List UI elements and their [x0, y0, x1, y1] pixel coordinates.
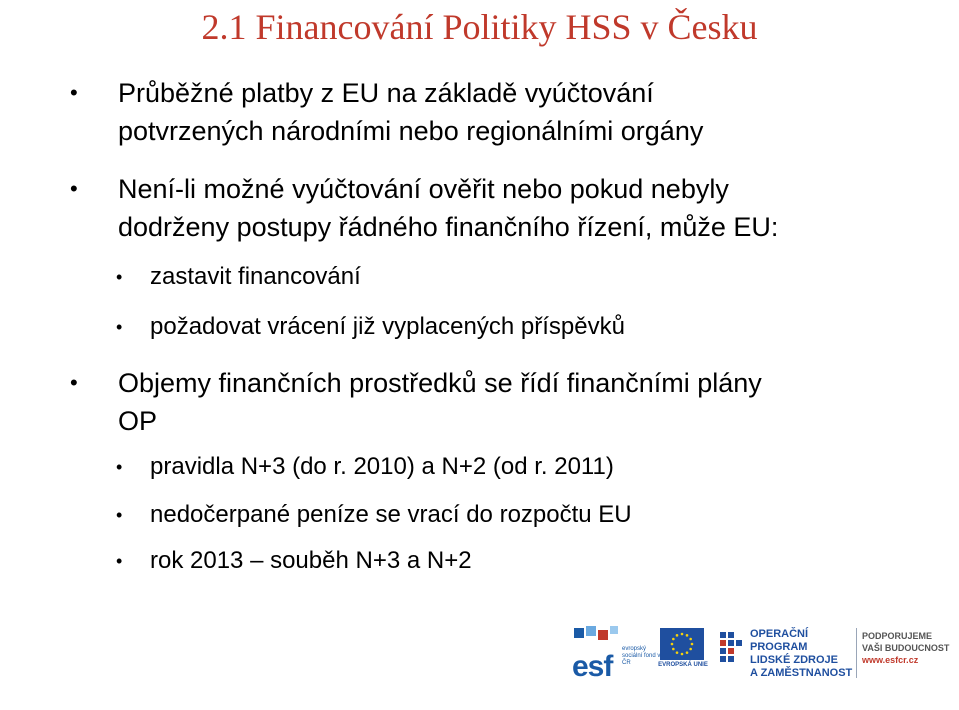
- sub-bullet-marker: •: [116, 457, 123, 477]
- bullet-line: Průběžné platby z EU na základě vyúčtování: [118, 78, 654, 108]
- sub-bullet-text: požadovat vrácení již vyplacených příspěvků: [150, 313, 625, 340]
- op-logo-icon: [718, 630, 744, 674]
- footer-logos: [570, 622, 959, 702]
- support-line: PODPORUJEME: [862, 631, 933, 641]
- bullet-line: Objemy finančních prostředků se řídí finančními plány: [118, 368, 762, 398]
- bullet-line: OP: [118, 406, 158, 436]
- op-program-name: [750, 628, 860, 680]
- sub-bullet-item: [116, 262, 940, 292]
- eu-star: [672, 638, 675, 641]
- eu-star: [676, 634, 679, 637]
- esf-caption: evropský sociální fond v ČR: [622, 646, 661, 666]
- op-line: A ZAMĚSTNANOST: [750, 667, 853, 679]
- esf-logo: [572, 624, 661, 684]
- bullet-item: [70, 74, 938, 150]
- eu-flag-icon: [660, 628, 704, 660]
- sub-bullet-marker: •: [116, 267, 123, 287]
- sub-bullet-text: zastavit financování: [150, 263, 361, 290]
- op-line: OPERAČNÍ PROGRAM: [750, 628, 809, 653]
- sub-bullet-marker: •: [116, 551, 123, 571]
- eu-star: [691, 643, 694, 646]
- bullet-marker: •: [70, 370, 78, 395]
- support-line: VAŠI BUDOUCNOST: [862, 643, 950, 653]
- bullet-marker: •: [70, 176, 78, 201]
- eu-star: [676, 651, 679, 654]
- eu-stars: [660, 628, 704, 660]
- sub-bullet-item: [116, 312, 940, 342]
- eu-star: [686, 634, 689, 637]
- bullet-item: [70, 364, 938, 440]
- sub-bullet-item: [116, 546, 940, 576]
- eu-star: [686, 651, 689, 654]
- footer-divider: [856, 628, 857, 678]
- support-slogan: [862, 630, 957, 666]
- sub-bullet-text: pravidla N+3 (do r. 2010) a N+2 (od r. 2011): [150, 453, 614, 480]
- bullet-marker: •: [70, 80, 78, 105]
- page-title: 2.1 Financování Politiky HSS v Česku: [201, 7, 758, 47]
- sub-bullet-text: nedočerpané peníze se vrací do rozpočtu EU: [150, 501, 632, 528]
- sub-bullet-marker: •: [116, 505, 123, 525]
- eu-star: [671, 643, 674, 646]
- bullet-line: dodrženy postupy řádného finančního řízení, může EU:: [118, 212, 779, 242]
- eu-star: [681, 633, 684, 636]
- sub-bullet-item: [116, 500, 940, 530]
- bullet-item: [70, 170, 938, 246]
- eu-star: [681, 653, 684, 656]
- sub-bullet-text: rok 2013 – souběh N+3 a N+2: [150, 547, 472, 574]
- esf-puzzle-icon: [572, 624, 622, 650]
- bullet-line: Není-li možné vyúčtování ověřit nebo pokud nebyly: [118, 174, 729, 204]
- eu-star: [672, 648, 675, 651]
- eu-label: EVROPSKÁ UNIE: [658, 662, 708, 668]
- sub-bullet-marker: •: [116, 317, 123, 337]
- support-url: www.esfcr.cz: [862, 655, 919, 665]
- eu-star: [689, 638, 692, 641]
- bullet-line: potvrzených národními nebo regionálními orgány: [118, 116, 704, 146]
- eu-star: [689, 648, 692, 651]
- op-line: LIDSKÉ ZDROJE: [750, 654, 839, 666]
- esf-wordmark: esf: [572, 650, 613, 683]
- sub-bullet-item: [116, 452, 940, 482]
